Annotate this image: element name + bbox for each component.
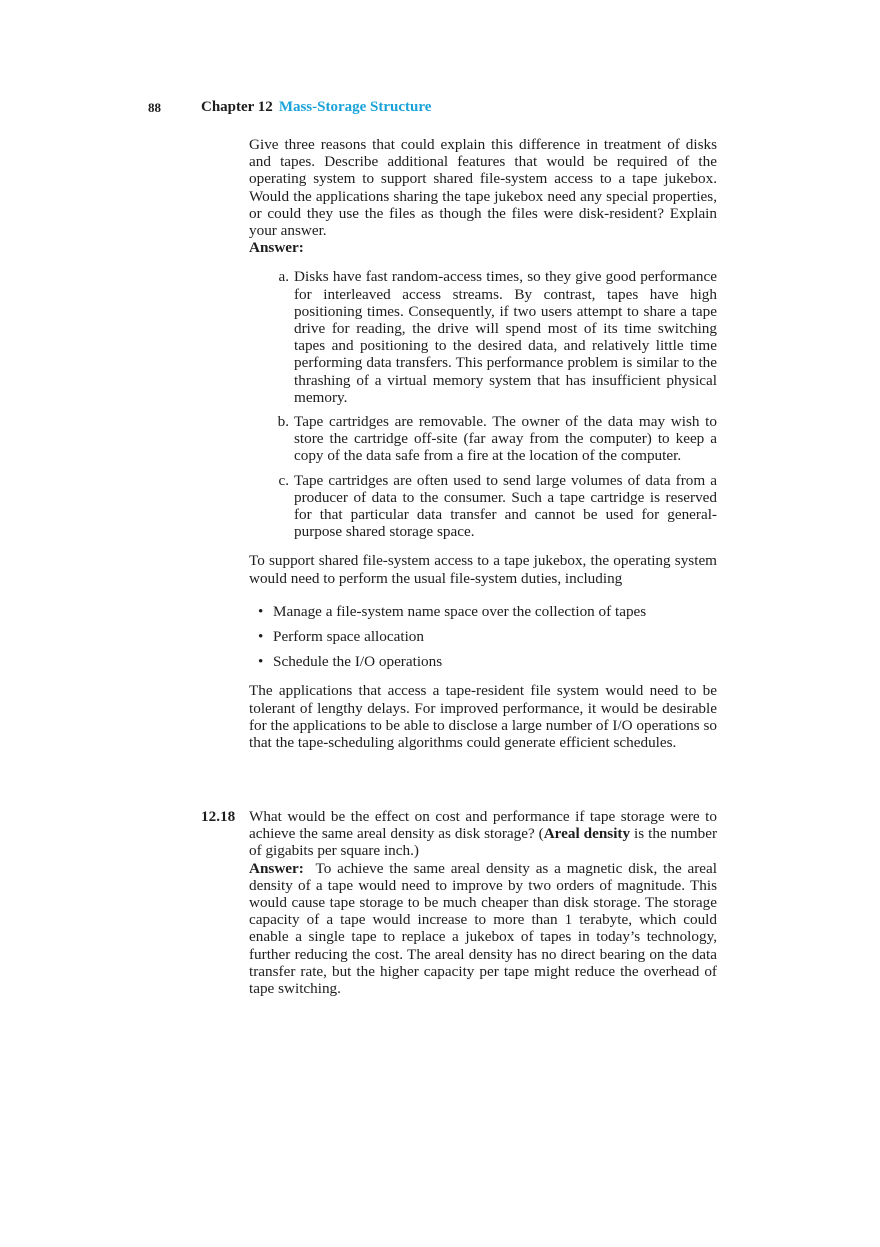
exercise-body xyxy=(249,808,717,997)
exercise-term: Areal density xyxy=(543,825,631,843)
list-marker: a. xyxy=(278,268,289,286)
exercise-question-before: What would be the effect on cost and performance if tape storage were to achieve the same areal density as disk storage? ( xyxy=(249,808,717,843)
exercise-answer-label: Answer: xyxy=(249,859,304,877)
question-paragraph xyxy=(249,136,717,256)
bullet-text-post: operations xyxy=(375,653,443,671)
exercise-answer-text: To achieve the same areal density as a magnetic disk, the areal density of a tape would need to improve by two orders of magnitude. This would cause tape storage to be much cheaper than disk storage. The storage capacity of a tape would increase to more than 1 terabyte, which could enable a single tape to replace a jukebox of tapes in today’s technology, further reducing the cost. The areal density has no direct bearing on the data transfer rate, but the higher capacity per tape might reduce the overhead of tape switching. xyxy=(249,859,717,998)
bullet-text-pre: Schedule the xyxy=(273,653,355,671)
reason-text: Tape cartridges are removable. The owner of the data may wish to store the cartridge off-site (far away from the computer) to keep a copy of the data safe from a fire at the location of the computer. xyxy=(294,413,717,465)
bullet-icon: • xyxy=(258,653,264,671)
reason-text: Tape cartridges are often used to send large volumes of data from a producer of data to the consumer. Such a tape cartridge is reserved for that particular data transfer and cannot be used for general-purpose shared storage space. xyxy=(294,471,717,541)
exercise-12-18 xyxy=(201,808,717,997)
reason-item xyxy=(249,413,717,465)
exercise-question-after: is the number of gigabits per square inch.) xyxy=(249,825,717,860)
io-term: I/O xyxy=(354,653,376,671)
reason-item xyxy=(249,472,717,541)
reason-item xyxy=(249,268,717,406)
list-item xyxy=(249,653,717,670)
running-header xyxy=(0,100,880,120)
list-marker: c. xyxy=(278,471,289,489)
page-number: 88 xyxy=(148,100,161,115)
io-term: I/O xyxy=(612,716,633,734)
question-text: Give three reasons that could explain this difference in treatment of disks and tapes. Describe additional features that would be required of the operating system to support shared file-system access to a tape jukebox. Would the applications sharing the tape jukebox need any special properties, or could they use the files as though the files were disk-resident? Explain your answer. xyxy=(249,136,717,240)
chapter-label: Chapter 12 xyxy=(201,99,273,115)
bullet-icon: • xyxy=(258,628,264,646)
list-item xyxy=(249,603,717,620)
bullet-icon: • xyxy=(258,602,264,620)
list-marker: b. xyxy=(277,413,289,431)
duties-list xyxy=(249,603,717,671)
answer-label: Answer: xyxy=(249,239,304,257)
reason-text: Disks have fast random-access times, so they give good performance for interleaved access streams. By contrast, tapes have high positioning times. Consequently, if two users attempt to share a tape drive for reading, the drive will spend most of its time switching tapes and positioning to the desired data, and relatively little time performing data transfers. This performance problem is similar to the thrashing of a virtual memory system that has insufficient physical memory. xyxy=(294,268,717,406)
bullet-text: Perform space allocation xyxy=(273,628,424,646)
list-item xyxy=(249,628,717,645)
exercise-number: 12.18 xyxy=(201,808,236,825)
chapter-title: Mass-Storage Structure xyxy=(278,99,432,115)
bullet-text: Manage a file-system name space over the collection of tapes xyxy=(273,602,647,620)
reasons-list xyxy=(249,268,717,540)
applications-text-before: The applications that access a tape-resident file system would need to be tolerant of lengthy delays. For improved performance, it would be desirable for the applications to be able to disclose a large number of xyxy=(249,682,717,734)
main-content xyxy=(249,136,717,751)
applications-paragraph xyxy=(249,682,717,751)
chapter-heading xyxy=(201,99,431,116)
support-paragraph: To support shared file-system access to a tape jukebox, the operating system would need to perform the usual file-system duties, including xyxy=(249,552,717,587)
applications-text-after: operations so that the tape-scheduling algorithms could generate efficient schedules. xyxy=(249,716,717,752)
